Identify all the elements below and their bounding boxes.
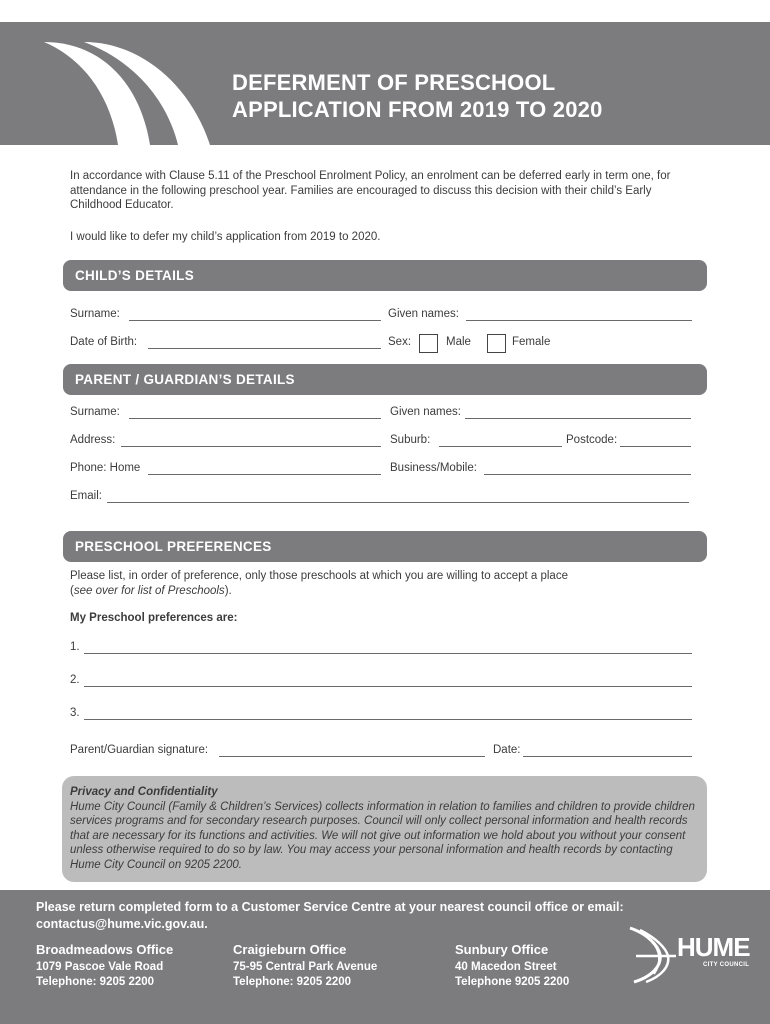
- male-label: Male: [446, 336, 471, 348]
- email-label: Email:: [70, 490, 102, 502]
- office-address: 40 Macedon Street: [455, 961, 557, 973]
- hume-logo-text: HUME: [677, 932, 750, 962]
- office-phone: Telephone: 9205 2200: [233, 976, 352, 988]
- phone-home-field[interactable]: [148, 474, 381, 475]
- my-preferences-heading: My Preschool preferences are:: [70, 612, 238, 624]
- sunbury-office: [455, 942, 569, 990]
- business-mobile-field[interactable]: [484, 474, 691, 475]
- preschool-preferences-heading: PRESCHOOL PREFERENCES: [63, 531, 707, 562]
- child-surname-field[interactable]: [129, 320, 381, 321]
- instruction-open: (: [70, 584, 74, 597]
- preference-1-field[interactable]: [84, 653, 692, 654]
- child-given-names-field[interactable]: [466, 320, 692, 321]
- preference-3-number: 3.: [70, 707, 80, 719]
- privacy-text: Hume City Council (Family & Children’s Services) collects information in relation to families and children to provide children services programs and for secondary research purposes. Council will only collect personal information and health records that are necessary for its functions and activities. We will not give out information we hold about you without your consent unless otherwise required to do so by law. You may access your personal information and health records by contacting Hume City Council on 9205 2200.: [70, 800, 695, 871]
- child-dob-field[interactable]: [148, 348, 381, 349]
- office-name: Broadmeadows Office: [36, 942, 174, 957]
- parent-given-names-label: Given names:: [390, 406, 461, 418]
- female-checkbox[interactable]: [487, 334, 506, 353]
- preference-1-number: 1.: [70, 641, 80, 653]
- signature-label: Parent/Guardian signature:: [70, 744, 209, 756]
- office-phone: Telephone: 9205 2200: [36, 976, 155, 988]
- return-instructions: Please return completed form to a Customer Service Centre at your nearest council office or email: contactus@hume.vic.gov.au.: [36, 900, 624, 931]
- child-dob-label: Date of Birth:: [70, 336, 138, 348]
- title-line-1: DEFERMENT OF PRESCHOOL: [232, 70, 556, 95]
- instruction-main: Please list, in order of preference, only those preschools at which you are willing to accept a place: [70, 570, 568, 582]
- signature-field[interactable]: [219, 756, 485, 757]
- preference-2-number: 2.: [70, 674, 80, 686]
- suburb-label: Suburb:: [390, 434, 431, 446]
- preferences-instruction: [70, 569, 700, 598]
- preference-3-field[interactable]: [84, 719, 692, 720]
- instruction-close: ).: [224, 584, 232, 597]
- office-name: Sunbury Office: [455, 942, 549, 957]
- postcode-label: Postcode:: [566, 434, 618, 446]
- page-title: [232, 69, 603, 123]
- male-checkbox[interactable]: [419, 334, 438, 353]
- female-label: Female: [512, 336, 551, 348]
- intro-paragraph: In accordance with Clause 5.11 of the Preschool Enrolment Policy, an enrolment can be deferred early in term one, for attendance in the following preschool year. Families are encouraged to discuss this decision with their child’s Early Childhood Educator.: [70, 170, 671, 211]
- parent-details-heading: PARENT / GUARDIAN’S DETAILS: [63, 364, 707, 395]
- broadmeadows-office: [36, 942, 173, 990]
- privacy-heading: Privacy and Confidentiality: [70, 786, 218, 798]
- office-address: 1079 Pascoe Vale Road: [36, 961, 164, 973]
- office-phone: Telephone 9205 2200: [455, 976, 570, 988]
- date-field[interactable]: [523, 756, 692, 757]
- parent-surname-label: Surname:: [70, 406, 120, 418]
- hume-logo-swirl-icon: [626, 924, 678, 984]
- title-line-2: APPLICATION FROM 2019 TO 2020: [232, 97, 603, 122]
- defer-statement: I would like to defer my child’s application from 2019 to 2020.: [70, 231, 381, 243]
- office-name: Craigieburn Office: [233, 942, 347, 957]
- see-over-note: see over for list of Preschools: [73, 584, 225, 597]
- address-field[interactable]: [121, 446, 381, 447]
- postcode-field[interactable]: [620, 446, 691, 447]
- business-mobile-label: Business/Mobile:: [390, 462, 477, 474]
- footer-band: [0, 890, 770, 1024]
- preference-2-field[interactable]: [84, 686, 692, 687]
- child-surname-label: Surname:: [70, 308, 120, 320]
- child-sex-label: Sex:: [388, 336, 412, 348]
- suburb-field[interactable]: [439, 446, 562, 447]
- parent-given-names-field[interactable]: [465, 418, 691, 419]
- child-details-heading: CHILD’S DETAILS: [63, 260, 707, 291]
- address-label: Address:: [70, 434, 116, 446]
- privacy-box: [62, 776, 707, 882]
- phone-home-label: Phone: Home: [70, 462, 141, 474]
- child-given-names-label: Given names:: [388, 308, 459, 320]
- date-label: Date:: [493, 744, 521, 756]
- craigieburn-office: [233, 942, 377, 990]
- stripes-graphic: [0, 22, 260, 145]
- email-field[interactable]: [107, 502, 689, 503]
- parent-surname-field[interactable]: [129, 418, 381, 419]
- hume-logo-subtext: CITY COUNCIL: [703, 962, 750, 968]
- office-address: 75-95 Central Park Avenue: [233, 961, 378, 973]
